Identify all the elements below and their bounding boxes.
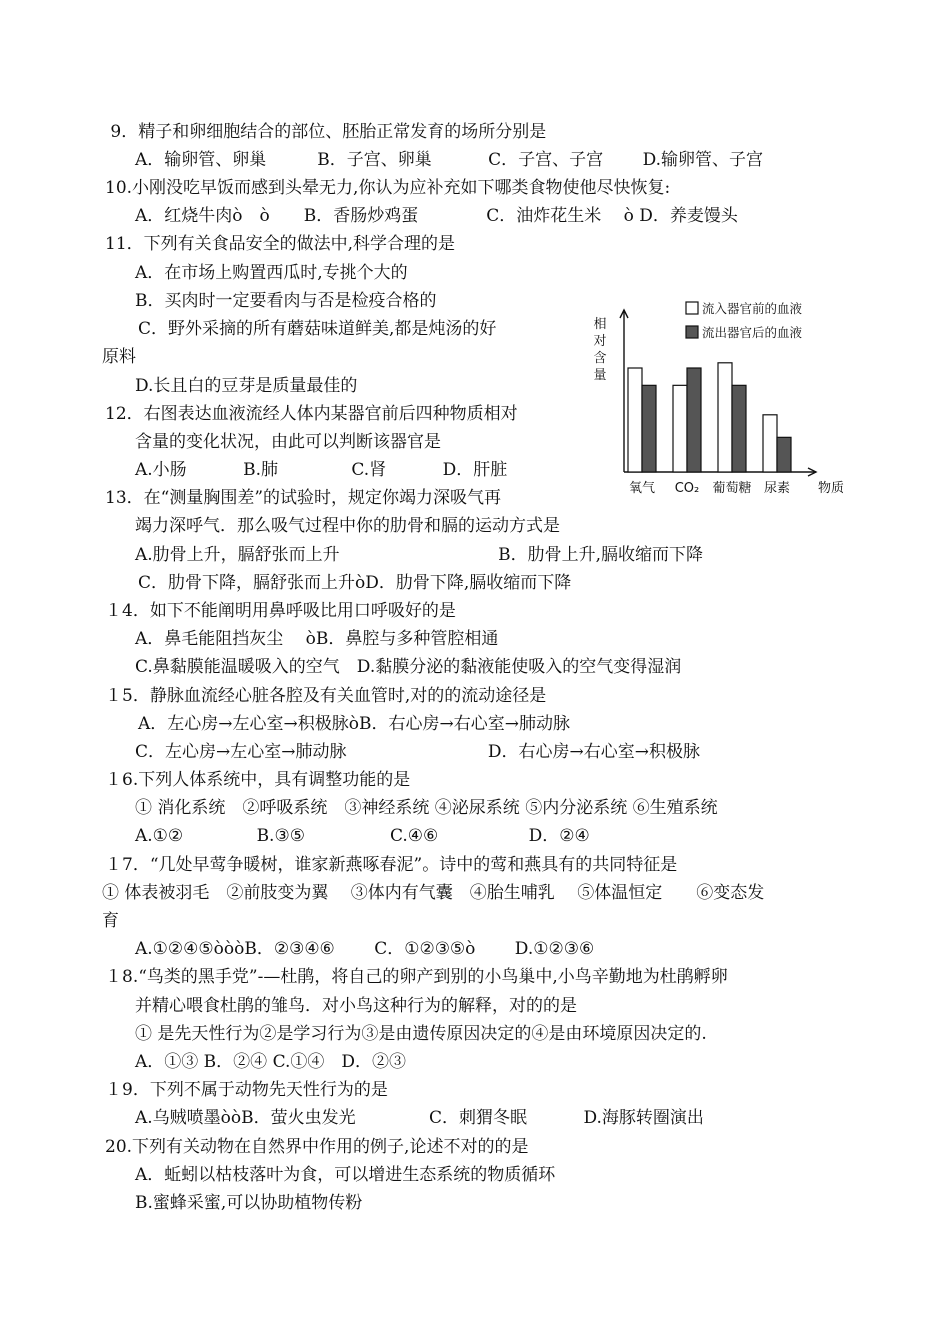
x-axis-label: 物质 xyxy=(818,481,845,496)
y-axis-label-char: 含 xyxy=(593,351,607,366)
text-line: A．红烧牛肉ò ò B．香肠炒鸡蛋 C．油炸花生米 ò D．养麦馒头 xyxy=(135,206,738,226)
bar-before-1 xyxy=(673,385,687,472)
text-line: 竭力深呼气．那么吸气过程中你的肋骨和膈的运动方式是 xyxy=(135,516,560,536)
text-line: 11．下列有关食品安全的做法中,科学合理的是 xyxy=(105,234,456,254)
text-line: 13．在“测量胸围差”的试验时，规定你竭力深吸气再 xyxy=(105,488,502,508)
text-line: A．在市场上购置西瓜时,专挑个大的 xyxy=(135,263,408,283)
legend-label-0: 流入器官前的血液 xyxy=(702,301,803,316)
text-line: B.蜜蜂采蜜,可以协助植物传粉 xyxy=(135,1193,363,1213)
x-tick-label: 氧气 xyxy=(628,481,656,496)
chart-svg xyxy=(586,296,848,501)
x-tick-label: 尿素 xyxy=(763,481,791,496)
legend-swatch-1 xyxy=(686,326,698,338)
bar-before-2 xyxy=(718,363,732,472)
text-line: B．买肉时一定要看肉与否是检疫合格的 xyxy=(135,291,437,311)
text-line: １6.下列人体系统中，具有调整功能的是 xyxy=(105,770,411,790)
text-line: 原料 xyxy=(102,347,136,367)
text-line: １8.“鸟类的黑手党”-—杜鹃，将自己的卵产到别的小鸟巢中,小鸟辛勤地为杜鹃孵卵 xyxy=(105,967,728,987)
x-tick-label: 葡萄糖 xyxy=(712,481,752,496)
x-tick-label: CO₂ xyxy=(674,481,700,496)
text-line: A.①②④⑤òòòB．②③④⑥ C．①②③⑤ò D.①②③⑥ xyxy=(135,939,595,959)
text-line: １5．静脉血流经心脏各腔及有关血管时,对的的流动途径是 xyxy=(105,686,547,706)
text-line: ① 消化系统 ②呼吸系统 ③神经系统 ④泌尿系统 ⑤内分泌系统 ⑥生殖系统 xyxy=(135,798,718,818)
text-line: A.①② B.③⑤ C.④⑥ D．②④ xyxy=(135,826,590,846)
text-line: C．野外采摘的所有蘑菇味道鲜美,都是炖汤的好 xyxy=(138,319,497,339)
text-line: A．蚯蚓以枯枝落叶为食，可以增进生态系统的物质循环 xyxy=(135,1165,556,1185)
text-line: ① 体表被羽毛 ②前肢变为翼 ③体内有气囊 ④胎生哺乳 ⑤体温恒定 ⑥变态发 xyxy=(102,883,765,903)
y-axis-label-char: 量 xyxy=(593,368,607,383)
legend-swatch-0 xyxy=(686,302,698,314)
text-line: A.乌贼喷墨òòB．萤火虫发光 C．刺猬冬眠 D.海豚转圈演出 xyxy=(135,1108,704,1128)
text-line: A．输卵管、卵巢 B．子宫、卵巢 C．子宫、子宫 D.输卵管、子宫 xyxy=(135,150,764,170)
text-line: C．左心房→左心室→肺动脉 D．右心房→右心室→积极脉 xyxy=(135,742,701,762)
text-line: A．鼻毛能阻挡灰尘 òB．鼻腔与多种管腔相通 xyxy=(135,629,499,649)
text-line: ① 是先天性行为②是学习行为③是由遗传原因决定的④是由环境原因决定的. xyxy=(135,1024,707,1044)
text-line: １9．下列不属于动物先天性行为的是 xyxy=(105,1080,388,1100)
text-line: A．①③ B．②④ C.①④ D．②③ xyxy=(135,1052,407,1072)
text-line: 含量的变化状况，由此可以判断该器官是 xyxy=(135,432,441,452)
text-line: 育 xyxy=(102,911,119,931)
text-line: 20.下列有关动物在自然界中作用的例子,论述不对的的是 xyxy=(105,1137,529,1157)
text-line: A.肋骨上升，膈舒张而上升 B．肋骨上升,膈收缩而下降 xyxy=(135,545,703,565)
text-line: 并精心喂食杜鹃的雏鸟．对小鸟这种行为的解释，对的的是 xyxy=(135,996,577,1016)
bar-after-3 xyxy=(777,437,791,472)
legend-label-1: 流出器官后的血液 xyxy=(702,325,803,340)
text-line: A．左心房→左心室→积极脉òB．右心房→右心室→肺动脉 xyxy=(138,714,570,734)
blood-substance-bar-chart xyxy=(586,296,848,501)
text-line: D.长且白的豆芽是质量最佳的 xyxy=(135,376,358,396)
bar-before-0 xyxy=(628,368,642,472)
y-axis-label-char: 相 xyxy=(593,317,607,332)
y-axis-label-char: 对 xyxy=(593,334,607,349)
text-line: 12．右图表达血液流经人体内某器官前后四种物质相对 xyxy=(105,404,518,424)
text-line: 9．精子和卵细胞结合的部位、胚胎正常发育的场所分别是 xyxy=(105,122,547,142)
text-line: C.鼻黏膜能温暖吸入的空气 D.黏膜分泌的黏液能使吸入的空气变得湿润 xyxy=(135,657,682,677)
bar-after-2 xyxy=(732,385,746,472)
text-line: C．肋骨下降，膈舒张而上升òD．肋骨下降,膈收缩而下降 xyxy=(138,573,572,593)
text-line: １4．如下不能阐明用鼻呼吸比用口呼吸好的是 xyxy=(105,601,456,621)
bar-after-0 xyxy=(642,385,656,472)
text-line: A.小肠 B.肺 C.肾 D．肝脏 xyxy=(135,460,508,480)
text-line: 10.小刚没吃早饭而感到头晕无力,你认为应补充如下哪类食物使他尽快恢复: xyxy=(105,178,671,198)
text-line: １7．“几处早莺争暖树，谁家新燕啄春泥”。诗中的莺和燕具有的共同特征是 xyxy=(105,855,678,875)
bar-before-3 xyxy=(763,415,777,472)
bar-after-1 xyxy=(687,368,701,472)
